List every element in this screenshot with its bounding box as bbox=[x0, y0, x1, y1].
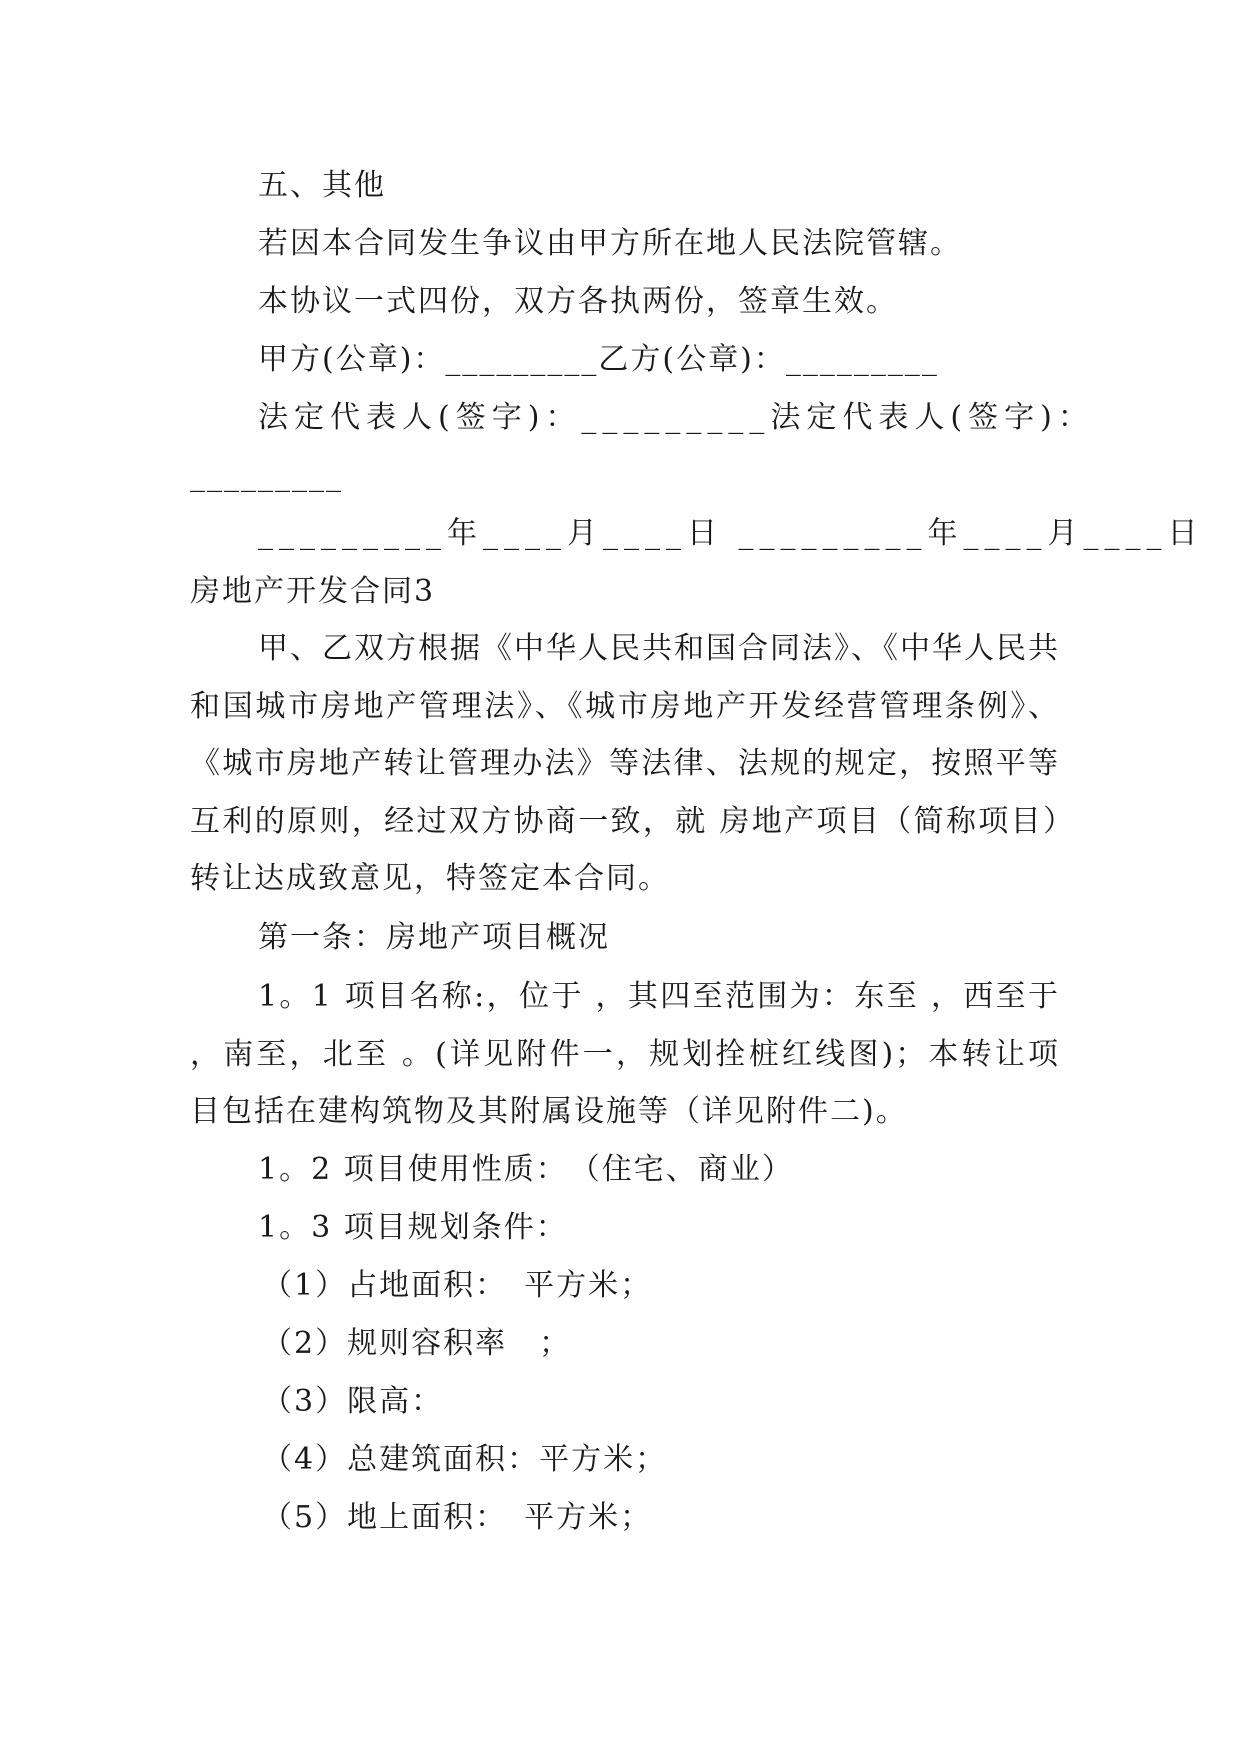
representative-line-tail: _________ bbox=[190, 458, 343, 493]
dispute-clause: 若因本合同发生争议由甲方所在地人民法院管辖。 bbox=[258, 226, 962, 261]
clause-1-2: 1。2 项目使用性质： （住宅、商业） bbox=[258, 1152, 794, 1187]
contract-title: 房地产开发合同3 bbox=[190, 574, 436, 609]
copies-clause: 本协议一式四份，双方各执两份，签章生效。 bbox=[258, 284, 898, 319]
condition-item: （5）地上面积： 平方米； bbox=[262, 1500, 653, 1535]
clause-1-1: 1。1 项目名称:，位于 ，其四至范围为：东至 ，西至于 ，南至，北至 。(详见附件一，规划拴桩红线图)；本转让项目包括在建构筑物及其附属设施等（详见附件二)。 bbox=[190, 979, 1060, 1129]
condition-item: （4）总建筑面积：平方米； bbox=[262, 1442, 668, 1477]
section-heading: 五、其他 bbox=[258, 168, 386, 203]
contract-preamble: 甲、乙双方根据《中华人民共和国合同法》、《中华人民共和国城市房地产管理法》、《城市房地产开发经营管理条例》、《城市房地产转让管理办法》等法律、法规的规定，按照平等互利的原则，经过双方协商一致，就 房地产项目（简称项目）转让达成致意见，特签定本合同。 bbox=[190, 631, 1060, 896]
clause-1-3: 1。3 项目规划条件： bbox=[258, 1210, 568, 1245]
condition-item: （2）规则容积率 ； bbox=[262, 1326, 572, 1361]
date-line: _________年____月____日 _________年____月____日 bbox=[258, 516, 1204, 551]
condition-item: （1）占地面积： 平方米； bbox=[262, 1268, 653, 1303]
article-1-heading: 第一条：房地产项目概况 bbox=[258, 920, 610, 955]
representative-line: 法定代表人(签字)：_________法定代表人(签字)： bbox=[258, 400, 1094, 435]
condition-item: （3）限高： bbox=[262, 1384, 444, 1419]
seal-line: 甲方(公章)：_________乙方(公章)：_________ bbox=[258, 342, 939, 377]
